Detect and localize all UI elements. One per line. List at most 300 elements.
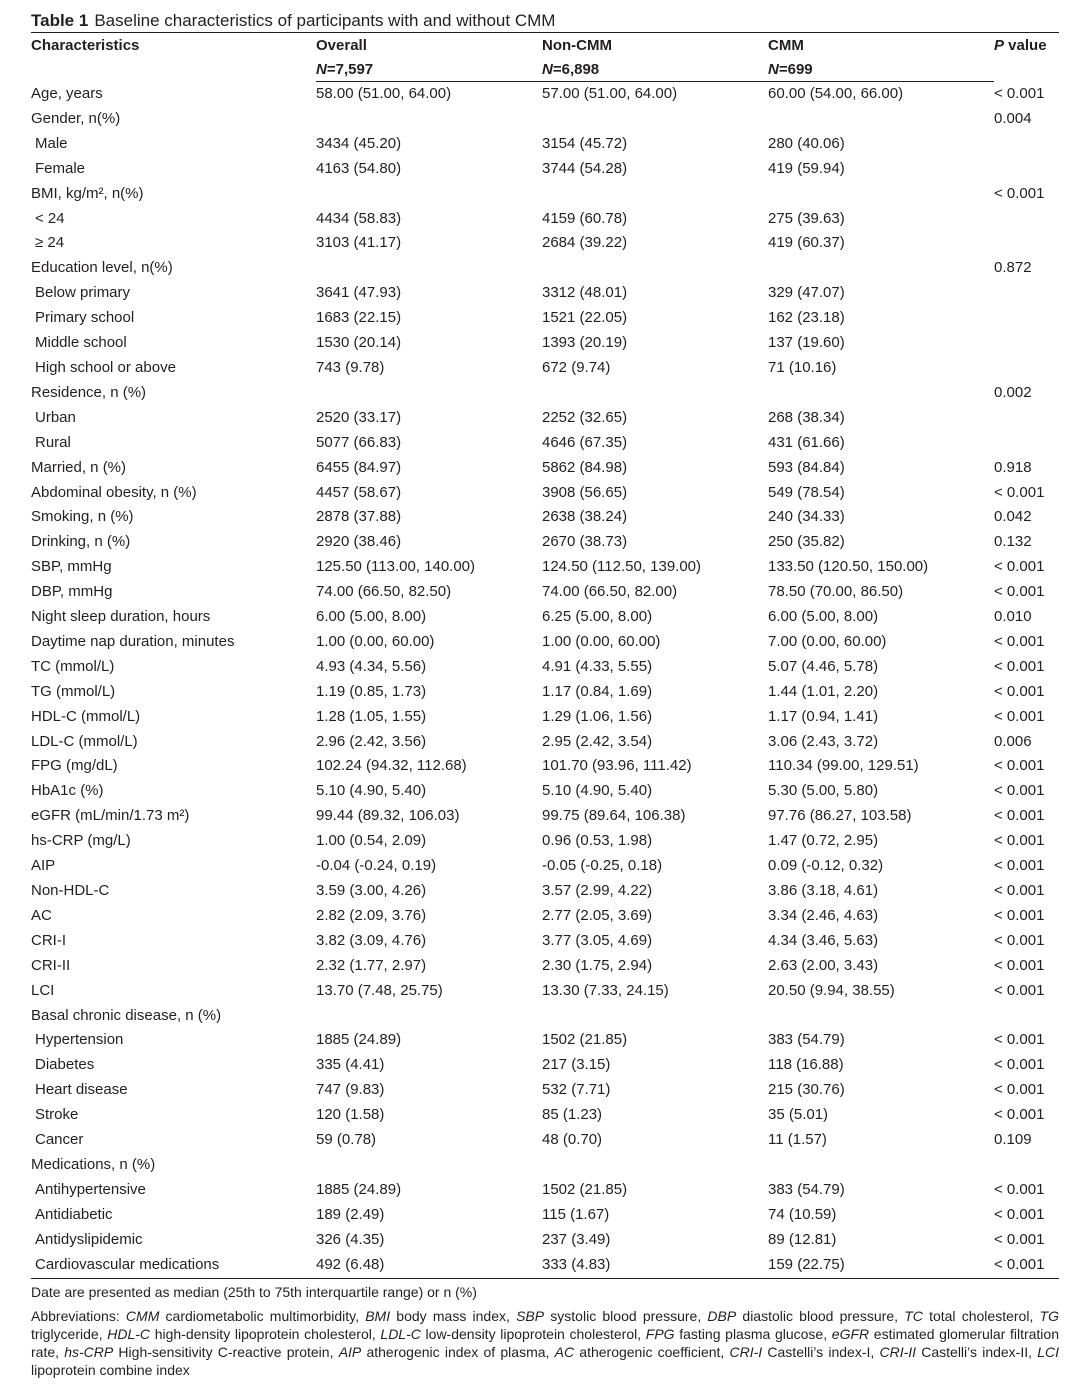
cell-cmm: 419 (59.94) [768, 159, 845, 177]
abbreviation-definition: atherogenic coefficient, [574, 1343, 730, 1360]
table-row [31, 157, 1059, 182]
table-row [31, 356, 1059, 381]
table-footnote: Date are presented as median (25th to 75th interquartile range) or n (%) [31, 1283, 477, 1300]
cell-cmm [768, 182, 994, 207]
cell-p-value: < 0.001 [994, 682, 1045, 700]
table-row [31, 82, 1059, 107]
cell-p-value [994, 281, 1059, 306]
cell-non-cmm: 2.77 (2.05, 3.69) [542, 906, 653, 924]
cell-cmm: 35 (5.01) [768, 1106, 829, 1124]
cell-overall: 1530 (20.14) [316, 334, 402, 352]
cell-overall: 5077 (66.83) [316, 433, 402, 451]
table-row [31, 182, 1059, 207]
cell-non-cmm: 532 (7.71) [542, 1081, 611, 1099]
cell-p-value: 0.918 [994, 458, 1032, 476]
table-row [31, 655, 1059, 680]
row-label: BMI, kg/m², n(%) [31, 184, 144, 202]
cell-cmm: 162 (23.18) [768, 309, 845, 327]
table-row [31, 481, 1059, 506]
cell-overall: 2878 (37.88) [316, 508, 402, 526]
cell-p-value [994, 1004, 1059, 1029]
cell-non-cmm: 3744 (54.28) [542, 159, 628, 177]
cell-cmm: 5.30 (5.00, 5.80) [768, 782, 879, 800]
cell-overall [316, 1153, 542, 1178]
table-row [31, 431, 1059, 456]
abbreviation-term: HDL-C [107, 1325, 151, 1342]
cell-non-cmm: 13.30 (7.33, 24.15) [542, 981, 669, 999]
cell-non-cmm: 1393 (20.19) [542, 334, 628, 352]
table-row [31, 456, 1059, 481]
baseline-table [31, 32, 1059, 1279]
row-label: AC [31, 906, 52, 924]
cell-overall: 59 (0.78) [316, 1131, 377, 1149]
cell-p-value [994, 331, 1059, 356]
table-row [31, 979, 1059, 1004]
row-label: Female [35, 159, 86, 177]
cell-p-value: 0.042 [994, 508, 1032, 526]
cell-cmm: 7.00 (0.00, 60.00) [768, 632, 887, 650]
cell-p-value: 0.006 [994, 732, 1032, 750]
cell-cmm: 268 (38.34) [768, 408, 845, 426]
row-label: Non-HDL-C [31, 882, 110, 899]
cell-non-cmm: 1502 (21.85) [542, 1031, 628, 1049]
cell-p-value: < 0.001 [994, 782, 1045, 800]
cell-cmm: 118 (16.88) [768, 1056, 844, 1074]
cell-cmm: 383 (54.79) [768, 1031, 845, 1049]
cell-overall: 3434 (45.20) [316, 134, 402, 152]
cell-non-cmm: 3312 (48.01) [542, 284, 628, 302]
cell-cmm: 215 (30.76) [768, 1081, 845, 1099]
abbreviation-term: SBP [516, 1307, 545, 1324]
cell-non-cmm: 237 (3.49) [542, 1230, 611, 1248]
table-row [31, 829, 1059, 854]
cell-overall: 99.44 (89.32, 106.03) [316, 807, 460, 825]
abbreviation-term: LDL-C [380, 1325, 421, 1342]
cell-non-cmm: 1521 (22.05) [542, 309, 628, 327]
cell-non-cmm: 0.96 (0.53, 1.98) [542, 832, 653, 850]
cell-non-cmm: 5.10 (4.90, 5.40) [542, 782, 653, 800]
cell-overall: 3.59 (3.00, 4.26) [316, 882, 427, 899]
header-p-rest: value [1004, 36, 1047, 54]
table-row [31, 1028, 1059, 1053]
abbreviation-term: hs-CRP [64, 1343, 114, 1360]
cell-overall: 3103 (41.17) [316, 234, 402, 252]
table-row [31, 530, 1059, 555]
table-row [31, 331, 1059, 356]
abbreviation-definition: estimated glomerular filtration rate, [31, 1325, 1059, 1360]
abbreviation-term: DBP [707, 1307, 737, 1324]
cell-p-value [994, 406, 1059, 431]
row-label: AIP [31, 857, 56, 875]
cell-non-cmm: 2252 (32.65) [542, 408, 628, 426]
row-label: ≥ 24 [35, 234, 65, 252]
abbreviation-definition: lipoprotein combine index [31, 1361, 190, 1378]
table-row [31, 854, 1059, 879]
table-row [31, 1153, 1059, 1178]
row-label: Stroke [35, 1106, 79, 1124]
row-label: SBP, mmHg [31, 558, 112, 576]
cell-p-value [994, 207, 1059, 232]
abbreviation-definition: High-sensitivity C-reactive protein, [113, 1343, 339, 1360]
table-row [31, 306, 1059, 331]
cell-non-cmm: 5862 (84.98) [542, 458, 628, 476]
cell-overall: 189 (2.49) [316, 1205, 385, 1223]
cell-overall: 1.00 (0.00, 60.00) [316, 632, 435, 650]
n-cmm: N=699 [768, 57, 994, 82]
cell-cmm: 549 (78.54) [768, 483, 845, 501]
table-row [31, 555, 1059, 580]
cell-cmm: 3.86 (3.18, 4.61) [768, 882, 879, 899]
cell-cmm: 1.17 (0.94, 1.41) [768, 707, 879, 725]
row-label: Education level, n(%) [31, 259, 173, 277]
table-container [31, 10, 1059, 1379]
row-label: Antihypertensive [35, 1180, 146, 1198]
cell-overall: 6.00 (5.00, 8.00) [316, 608, 427, 626]
cell-overall: 326 (4.35) [316, 1230, 385, 1248]
cell-cmm: 275 (39.63) [768, 209, 845, 227]
row-label: Age, years [31, 84, 103, 102]
cell-non-cmm: 1502 (21.85) [542, 1180, 628, 1198]
row-label: < 24 [35, 209, 65, 227]
row-label: Cardiovascular medications [31, 1253, 316, 1278]
row-label: Below primary [35, 284, 131, 302]
cell-non-cmm: 2638 (38.24) [542, 508, 628, 526]
cell-overall [316, 256, 542, 281]
row-label: HbA1c (%) [31, 782, 104, 800]
cell-non-cmm: 333 (4.83) [542, 1253, 768, 1278]
cell-p-value: 0.002 [994, 383, 1032, 401]
table-body [31, 82, 1059, 1279]
table-row [31, 804, 1059, 829]
cell-non-cmm: 2.30 (1.75, 2.94) [542, 956, 653, 974]
abbreviation-term: CRI-I [729, 1343, 763, 1360]
abbreviation-term: AIP [338, 1343, 362, 1360]
cell-p-value [994, 157, 1059, 182]
cell-non-cmm: 115 (1.67) [542, 1205, 610, 1223]
row-label: Male [35, 134, 68, 152]
table-row [31, 1053, 1059, 1078]
header-characteristics: Characteristics [31, 33, 316, 58]
cell-overall: 1.00 (0.54, 2.09) [316, 832, 427, 850]
cell-p-value: 0.109 [994, 1131, 1032, 1149]
cell-p-value: < 0.001 [994, 184, 1045, 202]
row-label: Antidyslipidemic [35, 1230, 143, 1248]
cell-cmm [768, 256, 994, 281]
table-row [31, 580, 1059, 605]
cell-cmm: 280 (40.06) [768, 134, 845, 152]
abbreviation-definition: fasting plasma glucose, [674, 1325, 832, 1342]
cell-non-cmm: 672 (9.74) [542, 358, 611, 376]
cell-cmm: 1.44 (1.01, 2.20) [768, 682, 879, 700]
cell-p-value [994, 356, 1059, 381]
cell-overall: 335 (4.41) [316, 1056, 385, 1074]
table-row [31, 904, 1059, 929]
cell-p-value: 0.010 [994, 608, 1032, 626]
cell-p-value: 0.872 [994, 259, 1032, 277]
cell-overall: 2520 (33.17) [316, 408, 402, 426]
row-label: HDL-C (mmol/L) [31, 707, 141, 725]
cell-p-value: < 0.001 [994, 1253, 1059, 1278]
cell-overall: 2.96 (2.42, 3.56) [316, 732, 427, 750]
abbreviations-note [31, 1307, 1059, 1379]
cell-cmm: 329 (47.07) [768, 284, 845, 302]
abbreviation-term: CRI-II [879, 1343, 917, 1360]
abbreviation-definition: cardiometabolic multimorbidity, [159, 1307, 366, 1324]
header-cmm: CMM [768, 33, 994, 58]
cell-overall: 13.70 (7.48, 25.75) [316, 981, 443, 999]
cell-overall: 4163 (54.80) [316, 159, 402, 177]
cell-overall: 102.24 (94.32, 112.68) [316, 757, 467, 775]
cell-p-value: < 0.001 [994, 583, 1045, 601]
cell-cmm: 1.47 (0.72, 2.95) [768, 832, 879, 850]
table-row [31, 281, 1059, 306]
n-overall: N=7,597 [316, 57, 542, 82]
abbreviation-definition: body mass index, [390, 1307, 517, 1324]
cell-p-value [994, 431, 1059, 456]
row-label: Residence, n (%) [31, 383, 147, 401]
row-label: Primary school [35, 309, 135, 327]
cell-non-cmm: 3.57 (2.99, 4.22) [542, 882, 653, 899]
cell-non-cmm: 1.29 (1.06, 1.56) [542, 707, 653, 725]
cell-cmm: 89 (12.81) [768, 1230, 837, 1248]
cell-non-cmm [542, 107, 768, 132]
row-label: TG (mmol/L) [31, 682, 116, 700]
table-row [31, 1203, 1059, 1228]
row-label: eGFR (mL/min/1.73 m²) [31, 807, 190, 825]
abbreviation-definition: high-density lipoprotein cholesterol, [150, 1325, 381, 1342]
cell-p-value: < 0.001 [994, 931, 1045, 949]
cell-p-value: < 0.001 [994, 483, 1045, 501]
cell-non-cmm: 48 (0.70) [542, 1131, 603, 1149]
cell-non-cmm: 1.00 (0.00, 60.00) [542, 632, 661, 650]
cell-overall: 3641 (47.93) [316, 284, 402, 302]
cell-non-cmm: 4159 (60.78) [542, 209, 628, 227]
table-row [31, 1078, 1059, 1103]
cell-p-value: < 0.001 [994, 558, 1045, 576]
table-row [31, 132, 1059, 157]
cell-non-cmm: 99.75 (89.64, 106.38) [542, 807, 686, 825]
cell-cmm: 60.00 (54.00, 66.00) [768, 85, 904, 102]
row-label: Heart disease [35, 1081, 128, 1099]
cell-overall: 1885 (24.89) [316, 1031, 402, 1049]
cell-p-value: 0.132 [994, 533, 1032, 551]
table-caption [31, 10, 1059, 32]
cell-cmm: 3.06 (2.43, 3.72) [768, 732, 879, 750]
row-label: Middle school [35, 334, 127, 352]
table-row [31, 705, 1059, 730]
cell-non-cmm: 217 (3.15) [542, 1056, 611, 1074]
table-row [31, 630, 1059, 655]
cell-overall: 5.10 (4.90, 5.40) [316, 782, 427, 800]
cell-cmm [768, 1153, 994, 1178]
cell-p-value: < 0.001 [994, 807, 1045, 825]
cell-p-value: < 0.001 [994, 84, 1045, 102]
abbreviation-definition: atherogenic index of plasma, [361, 1343, 555, 1360]
cell-cmm: 110.34 (99.00, 129.51) [768, 757, 919, 775]
cell-p-value: < 0.001 [994, 857, 1045, 875]
abbreviation-definition: total cholesterol, [922, 1307, 1040, 1324]
cell-p-value [994, 231, 1059, 256]
header-overall: Overall [316, 33, 542, 58]
cell-p-value [994, 1153, 1059, 1178]
cell-non-cmm: 124.50 (112.50, 139.00) [542, 558, 702, 576]
cell-cmm: 250 (35.82) [768, 533, 845, 551]
table-row [31, 779, 1059, 804]
cell-overall: 1885 (24.89) [316, 1180, 402, 1198]
row-label: CRI-I [31, 931, 66, 949]
table-row [31, 107, 1059, 132]
header-p-letter: P [994, 36, 1005, 54]
cell-non-cmm: 4.91 (4.33, 5.55) [542, 657, 653, 675]
row-label: FPG (mg/dL) [31, 757, 118, 775]
abbreviation-term: TG [1039, 1307, 1059, 1324]
cell-cmm: 0.09 (-0.12, 0.32) [768, 857, 884, 875]
cell-non-cmm [542, 1153, 768, 1178]
cell-overall: 4.93 (4.34, 5.56) [316, 657, 427, 675]
abbreviation-term: BMI [365, 1307, 391, 1324]
cell-p-value: < 0.001 [994, 657, 1045, 675]
cell-overall [316, 182, 542, 207]
cell-overall: 6455 (84.97) [316, 458, 402, 476]
cell-overall: 4434 (58.83) [316, 209, 402, 227]
abbreviation-term: eGFR [831, 1325, 870, 1342]
cell-non-cmm: 74.00 (66.50, 82.00) [542, 583, 678, 601]
cell-cmm: 97.76 (86.27, 103.58) [768, 807, 912, 825]
table-row [31, 207, 1059, 232]
cell-non-cmm [542, 256, 768, 281]
cell-overall: 743 (9.78) [316, 358, 385, 376]
cell-p-value: < 0.001 [994, 632, 1045, 650]
row-label: Hypertension [35, 1031, 124, 1049]
cell-p-value [994, 132, 1059, 157]
row-label: DBP, mmHg [31, 583, 113, 601]
row-label: Rural [35, 433, 71, 451]
cell-p-value: < 0.001 [994, 1056, 1045, 1074]
abbreviation-definition: systolic blood pressure, [544, 1307, 708, 1324]
cell-cmm: 5.07 (4.46, 5.78) [768, 657, 879, 675]
cell-cmm [768, 381, 994, 406]
table-row [31, 680, 1059, 705]
row-label: Medications, n (%) [31, 1155, 156, 1173]
table-row [31, 605, 1059, 630]
abbreviation-term: TC [904, 1307, 923, 1324]
row-label: Drinking, n (%) [31, 533, 131, 551]
abbreviation-definition: low-density lipoprotein cholesterol, [420, 1325, 646, 1342]
cell-p-value: < 0.001 [994, 906, 1045, 924]
cell-non-cmm: -0.05 (-0.25, 0.18) [542, 857, 663, 875]
cell-non-cmm: 6.25 (5.00, 8.00) [542, 608, 653, 626]
header-p-value [994, 33, 1059, 58]
cell-overall: 492 (6.48) [316, 1253, 542, 1278]
cell-cmm: 240 (34.33) [768, 508, 845, 526]
row-label: LDL-C (mmol/L) [31, 732, 138, 750]
cell-overall [316, 381, 542, 406]
row-label: High school or above [35, 358, 176, 376]
cell-p-value: < 0.001 [994, 1180, 1045, 1198]
cell-overall: -0.04 (-0.24, 0.19) [316, 857, 437, 875]
cell-non-cmm: 57.00 (51.00, 64.00) [542, 85, 678, 102]
row-label: Gender, n(%) [31, 109, 121, 127]
sample-size-row [31, 57, 1059, 82]
cell-non-cmm [542, 381, 768, 406]
row-label: LCI [31, 981, 55, 999]
cell-non-cmm: 2684 (39.22) [542, 234, 628, 252]
cell-overall: 120 (1.58) [316, 1106, 385, 1124]
table-title: Baseline characteristics of participants with and without CMM [94, 11, 556, 30]
cell-non-cmm: 85 (1.23) [542, 1106, 603, 1124]
cell-non-cmm: 3.77 (3.05, 4.69) [542, 931, 653, 949]
cell-cmm: 159 (22.75) [768, 1253, 994, 1278]
cell-cmm: 3.34 (2.46, 4.63) [768, 906, 879, 924]
cell-cmm: 2.63 (2.00, 3.43) [768, 956, 879, 974]
abbreviation-term: AC [554, 1343, 575, 1360]
table-row [31, 406, 1059, 431]
row-label: Abdominal obesity, n (%) [31, 483, 197, 501]
cell-overall: 3.82 (3.09, 4.76) [316, 931, 427, 949]
cell-non-cmm [542, 182, 768, 207]
cell-p-value: < 0.001 [994, 832, 1045, 850]
abbreviation-term: CMM [125, 1307, 160, 1324]
cell-overall: 74.00 (66.50, 82.50) [316, 583, 452, 601]
cell-overall: 125.50 (113.00, 140.00) [316, 558, 476, 576]
header-non-cmm: Non-CMM [542, 33, 768, 58]
cell-cmm: 6.00 (5.00, 8.00) [768, 608, 879, 626]
row-label: hs-CRP (mg/L) [31, 832, 131, 850]
cell-p-value [994, 306, 1059, 331]
row-label: Smoking, n (%) [31, 508, 134, 526]
cell-cmm: 419 (60.37) [768, 234, 845, 252]
cell-p-value: < 0.001 [994, 1081, 1045, 1099]
cell-non-cmm: 4646 (67.35) [542, 433, 628, 451]
cell-overall: 2.32 (1.77, 2.97) [316, 956, 427, 974]
cell-non-cmm: 3154 (45.72) [542, 134, 628, 152]
cell-p-value: < 0.001 [994, 981, 1045, 999]
cell-cmm: 137 (19.60) [768, 334, 845, 352]
row-label: Diabetes [35, 1056, 95, 1074]
cell-overall: 1683 (22.15) [316, 309, 402, 327]
cell-non-cmm [542, 1004, 768, 1029]
row-label: CRI-II [31, 956, 71, 974]
cell-cmm [768, 1004, 994, 1029]
cell-p-value: < 0.001 [994, 882, 1045, 899]
row-label: Married, n (%) [31, 458, 127, 476]
n-non-cmm: N=6,898 [542, 57, 768, 82]
cell-cmm: 74 (10.59) [768, 1205, 837, 1223]
row-label: Daytime nap duration, minutes [31, 632, 235, 650]
row-label: Cancer [35, 1131, 84, 1149]
row-label: Antidiabetic [35, 1205, 113, 1223]
cell-non-cmm: 3908 (56.65) [542, 483, 628, 501]
cell-cmm: 78.50 (70.00, 86.50) [768, 583, 904, 601]
table-row [31, 754, 1059, 779]
cell-p-value: < 0.001 [994, 1205, 1045, 1223]
table-row [31, 929, 1059, 954]
cell-cmm: 20.50 (9.94, 38.55) [768, 981, 895, 999]
cell-overall: 747 (9.83) [316, 1081, 385, 1099]
abbreviation-definition: triglyceride, [31, 1325, 108, 1342]
cell-p-value: < 0.001 [994, 757, 1045, 775]
cell-cmm: 133.50 (120.50, 150.00) [768, 558, 929, 576]
cell-overall: 4457 (58.67) [316, 483, 402, 501]
abbreviation-term: FPG [645, 1325, 675, 1342]
cell-cmm: 431 (61.66) [768, 433, 845, 451]
table-row [31, 505, 1059, 530]
cell-cmm: 383 (54.79) [768, 1180, 845, 1198]
cell-p-value: < 0.001 [994, 1230, 1045, 1248]
table-row [31, 954, 1059, 979]
row-label: Basal chronic disease, n (%) [31, 1006, 222, 1024]
cell-overall: 2.82 (2.09, 3.76) [316, 906, 427, 924]
